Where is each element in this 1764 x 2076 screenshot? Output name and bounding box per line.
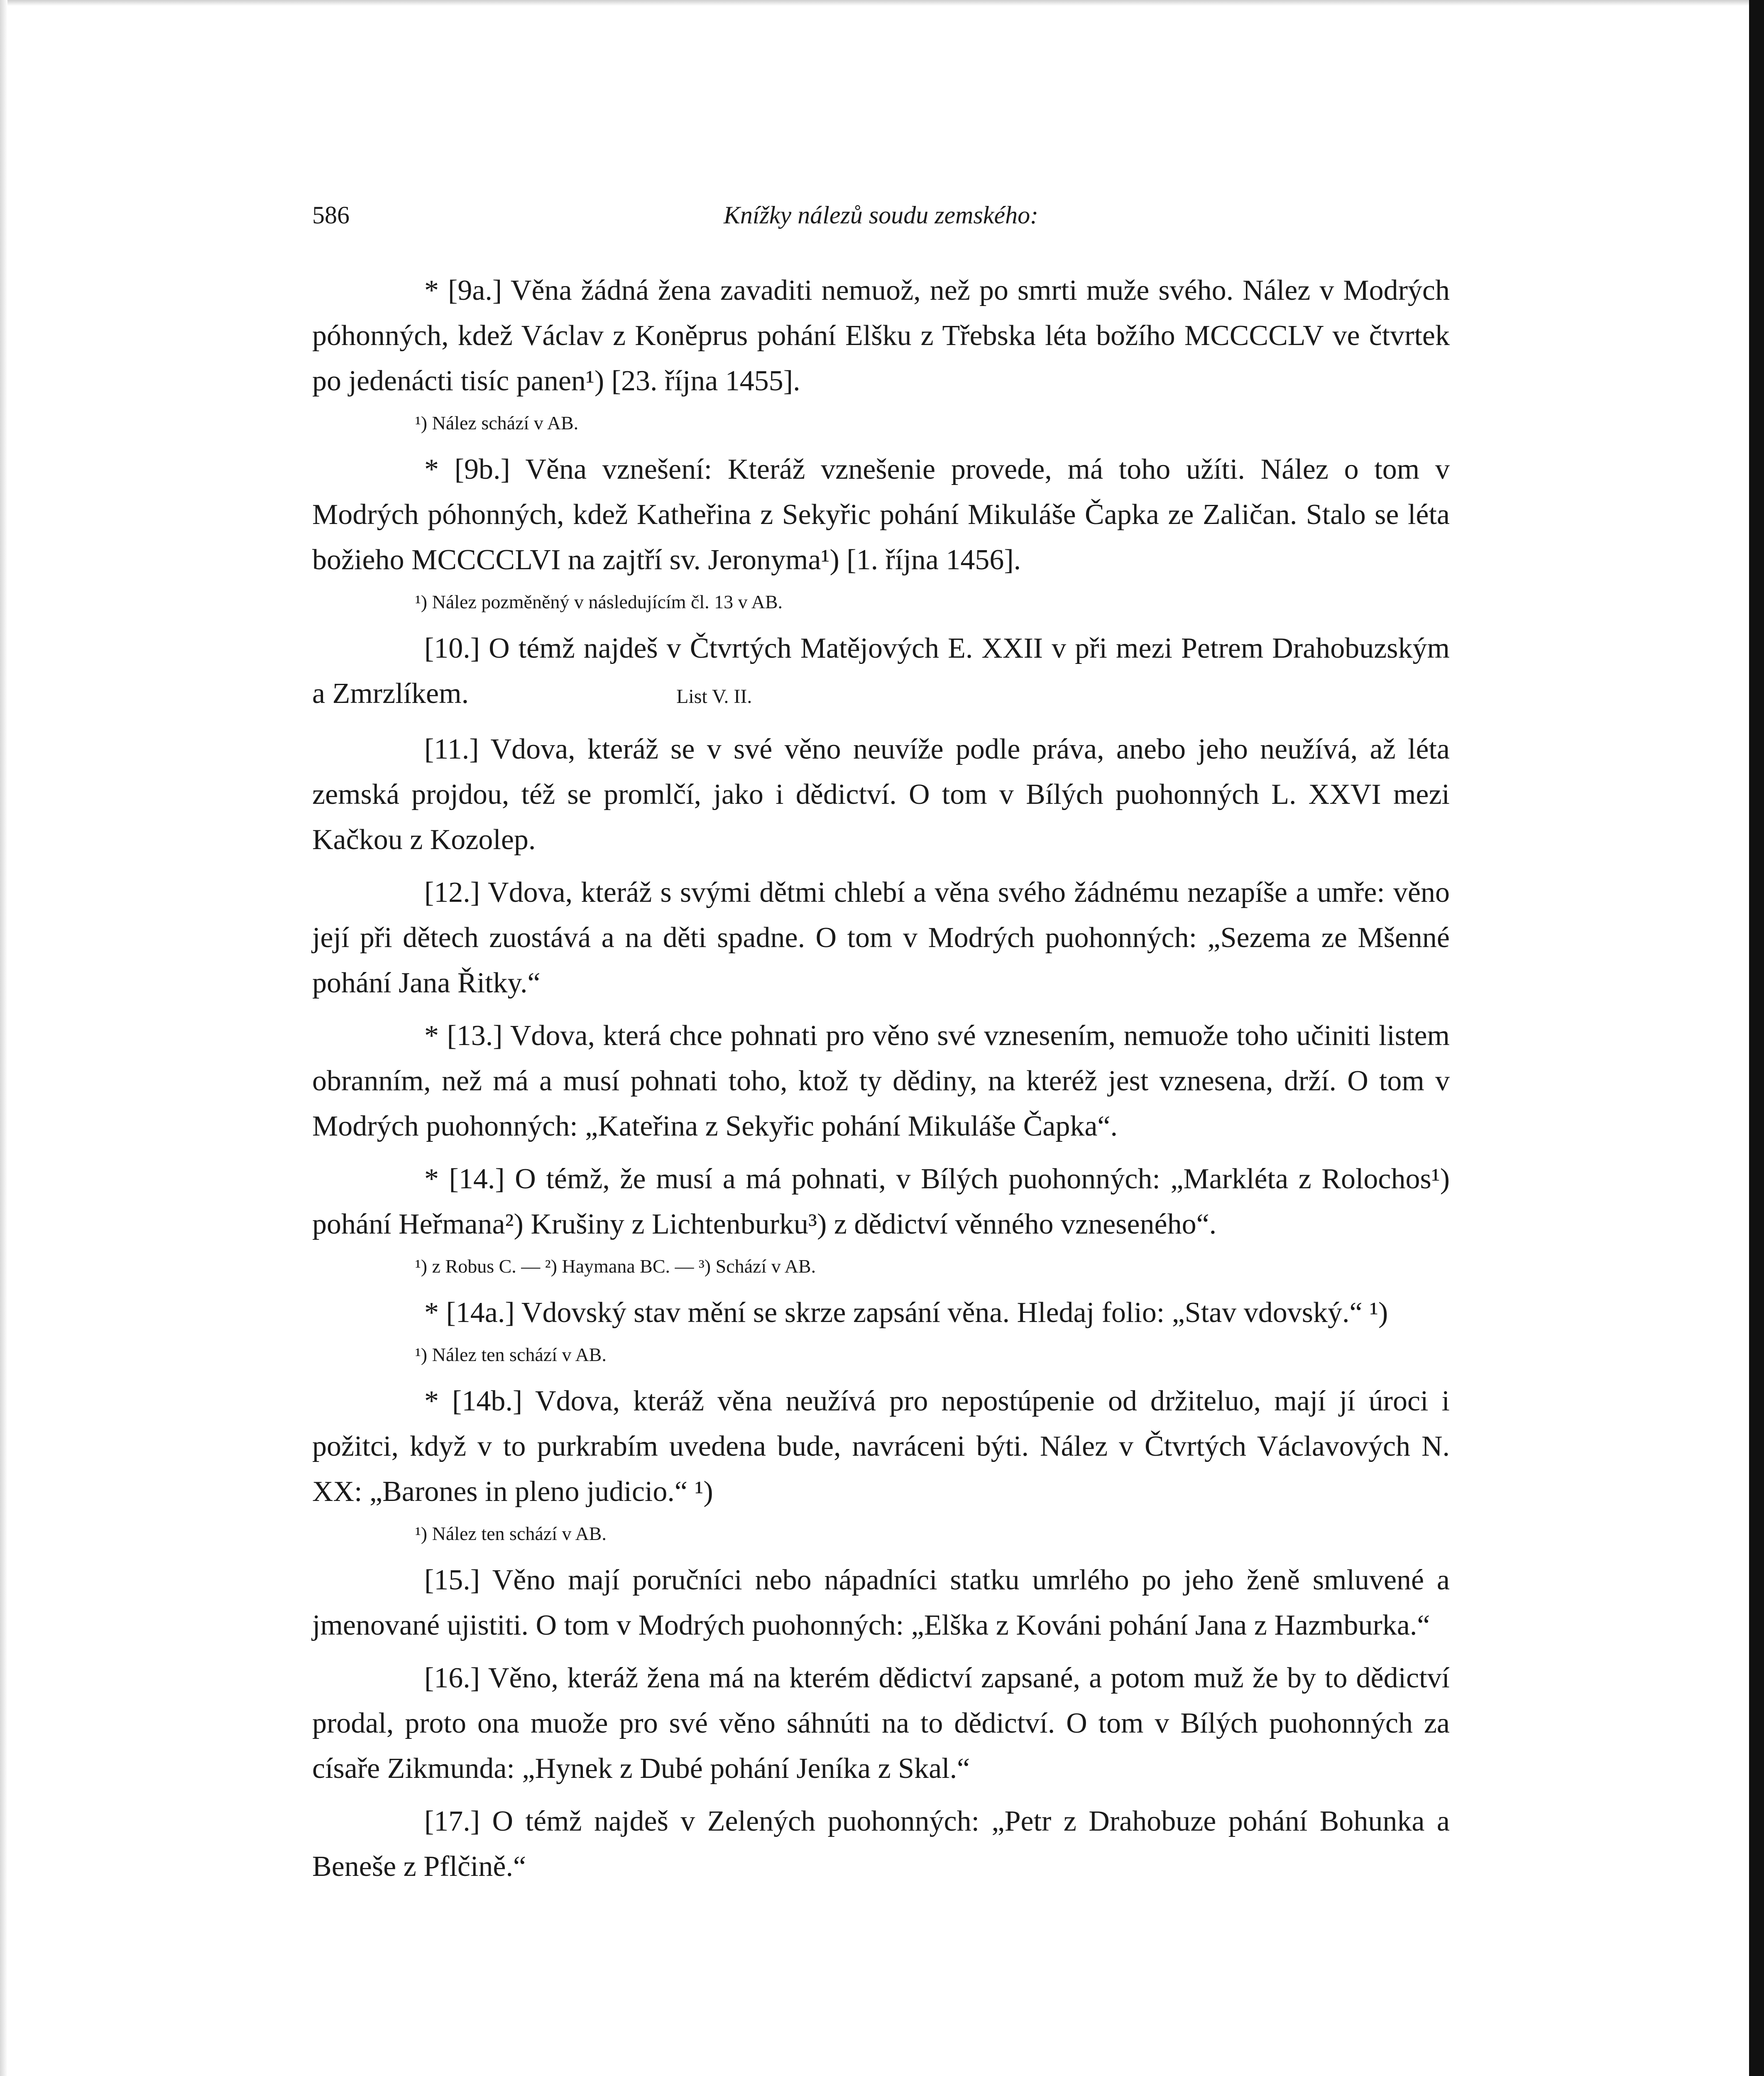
spacer — [312, 1648, 1450, 1655]
paragraph — [312, 1655, 1450, 1791]
paragraph-text: [12.] Vdova, kteráž s svými dětmi chlebí a věna svého žádnému nezapíše a umře: věno její při dětech zuostává a na děti spadne. O tom v Modrých puohonných: „Sezema ze Mšenné pohání Jana Řitky.“ — [312, 876, 1450, 999]
spacer — [312, 1006, 1450, 1013]
spacer — [312, 439, 1450, 447]
paragraph-text: [11.] Vdova, kteráž se v své věno neuvíže podle práva, anebo jeho neužívá, až léta zemská projdou, též se promlčí, jako i dědictví. O tom v Bílých puohonných L. XXVI mezi Kačkou z Kozolep. — [312, 733, 1450, 856]
spacer — [312, 1550, 1450, 1557]
running-title: Knížky nálezů soudu zemského: — [723, 201, 1039, 229]
paragraph — [312, 727, 1450, 862]
paragraph — [312, 870, 1450, 1006]
paragraph-text: * [9a.] Věna žádná žena zavaditi nemuož, než po smrti muže svého. Nález v Modrých póhonných, kdež Václav z Koněprus pohání Elšku z Třebska léta božího MCCCCLV ve čtvrtek po jedenácti tisíc panen¹) [23. října 1455]. — [312, 274, 1450, 397]
paragraph-text: [17.] O témž najdeš v Zelených puohonných: „Petr z Drahobuze pohání Bohunka a Beneše z Pflčině.“ — [312, 1805, 1450, 1883]
spacer — [312, 1791, 1450, 1799]
paragraph-text: * [14a.] Vdovský stav mění se skrze zapsání věna. Hledaj folio: „Stav vdovský.“ ¹) — [424, 1297, 1388, 1329]
paragraph — [312, 1378, 1450, 1514]
paragraph — [312, 268, 1450, 404]
spacer — [312, 583, 1450, 586]
folio-reference: List V. II. — [676, 685, 752, 708]
scan-right-edge — [1749, 0, 1764, 2076]
paragraph-text: [15.] Věno mají poručníci nebo nápadníci statku umrlého po jeho ženě smluvené a jmenované ujistiti. O tom v Modrých puohonných: „Elška z Kováni pohání Jana z Hazmburka.“ — [312, 1564, 1450, 1641]
footnote: ¹) z Robus C. — ²) Haymana BC. — ³) Schází v AB. — [415, 1256, 816, 1277]
paragraph — [312, 447, 1450, 583]
paragraph-text: [16.] Věno, kteráž žena má na kterém dědictví zapsané, a potom muž že by to dědictví prodal, proto ona muože pro své věno sáhnúti na to dědictví. O tom v Bílých puohonných za císaře Zikmunda: „Hynek z Dubé pohání Jeníka z Skal.“ — [312, 1662, 1450, 1785]
page-number: 586 — [312, 201, 350, 229]
paragraph — [312, 1290, 1450, 1335]
spacer — [312, 1335, 1450, 1339]
paragraph — [312, 626, 1450, 719]
spacer — [312, 1149, 1450, 1156]
spacer — [312, 618, 1450, 626]
spacer — [312, 1514, 1450, 1518]
document-body — [312, 268, 1450, 1889]
footnote: ¹) Nález pozměněný v následujícím čl. 13 v AB. — [415, 591, 783, 612]
spacer — [312, 1371, 1450, 1378]
paragraph-text: [10.] O témž najdeš v Čtvrtých Matějových E. XXII v při mezi Petrem Drahobuzským a Zmrzlíkem. — [312, 632, 1450, 710]
footnote: ¹) Nález ten schází v AB. — [415, 1344, 607, 1365]
spacer — [312, 404, 1450, 407]
page-header — [312, 198, 1450, 232]
spacer — [312, 862, 1450, 870]
spacer — [312, 1283, 1450, 1290]
paragraph-text: * [13.] Vdova, která chce pohnati pro věno své vznesením, nemuože toho učiniti listem obranním, než má a musí pohnati toho, ktož ty dědiny, na kteréž jest vznesena, drží. O tom v Modrých puohonných: „Kateřina z Sekyřic pohání Mikuláše Čapka“. — [312, 1020, 1450, 1142]
paragraph — [312, 1799, 1450, 1889]
footnote: ¹) Nález schází v AB. — [415, 412, 579, 433]
footnote: ¹) Nález ten schází v AB. — [415, 1523, 607, 1544]
paragraph — [312, 1557, 1450, 1648]
paragraph-text: * [14.] O témž, že musí a má pohnati, v Bílých puohonných: „Markléta z Rolochos¹) pohání Heřmana²) Krušiny z Lichtenburku³) z dědictví věnného vzneseného“. — [312, 1163, 1450, 1240]
paragraph — [312, 1156, 1450, 1247]
paragraph — [312, 1013, 1450, 1149]
spacer — [312, 719, 1450, 727]
paragraph-text: * [9b.] Věna vznešení: Kteráž vznešenie provede, má toho užíti. Nález o tom v Modrých póhonných, kdež Katheřina z Sekyřic pohání Mikuláše Čapka ze Zaličan. Stalo se léta božieho MCCCCLVI na zajtří sv. Jeronyma¹) [1. října 1456]. — [312, 453, 1450, 576]
paragraph-text: * [14b.] Vdova, kteráž věna neužívá pro nepostúpenie od držiteluo, mají jí úroci i požitci, když v to purkrabím uvedena bude, navráceni býti. Nález v Čtvrtých Václavových N. XX: „Barones in pleno judicio.“ ¹) — [312, 1385, 1450, 1508]
scan-top-edge — [0, 0, 1764, 6]
scan-left-edge — [0, 0, 7, 2076]
spacer — [312, 1247, 1450, 1250]
